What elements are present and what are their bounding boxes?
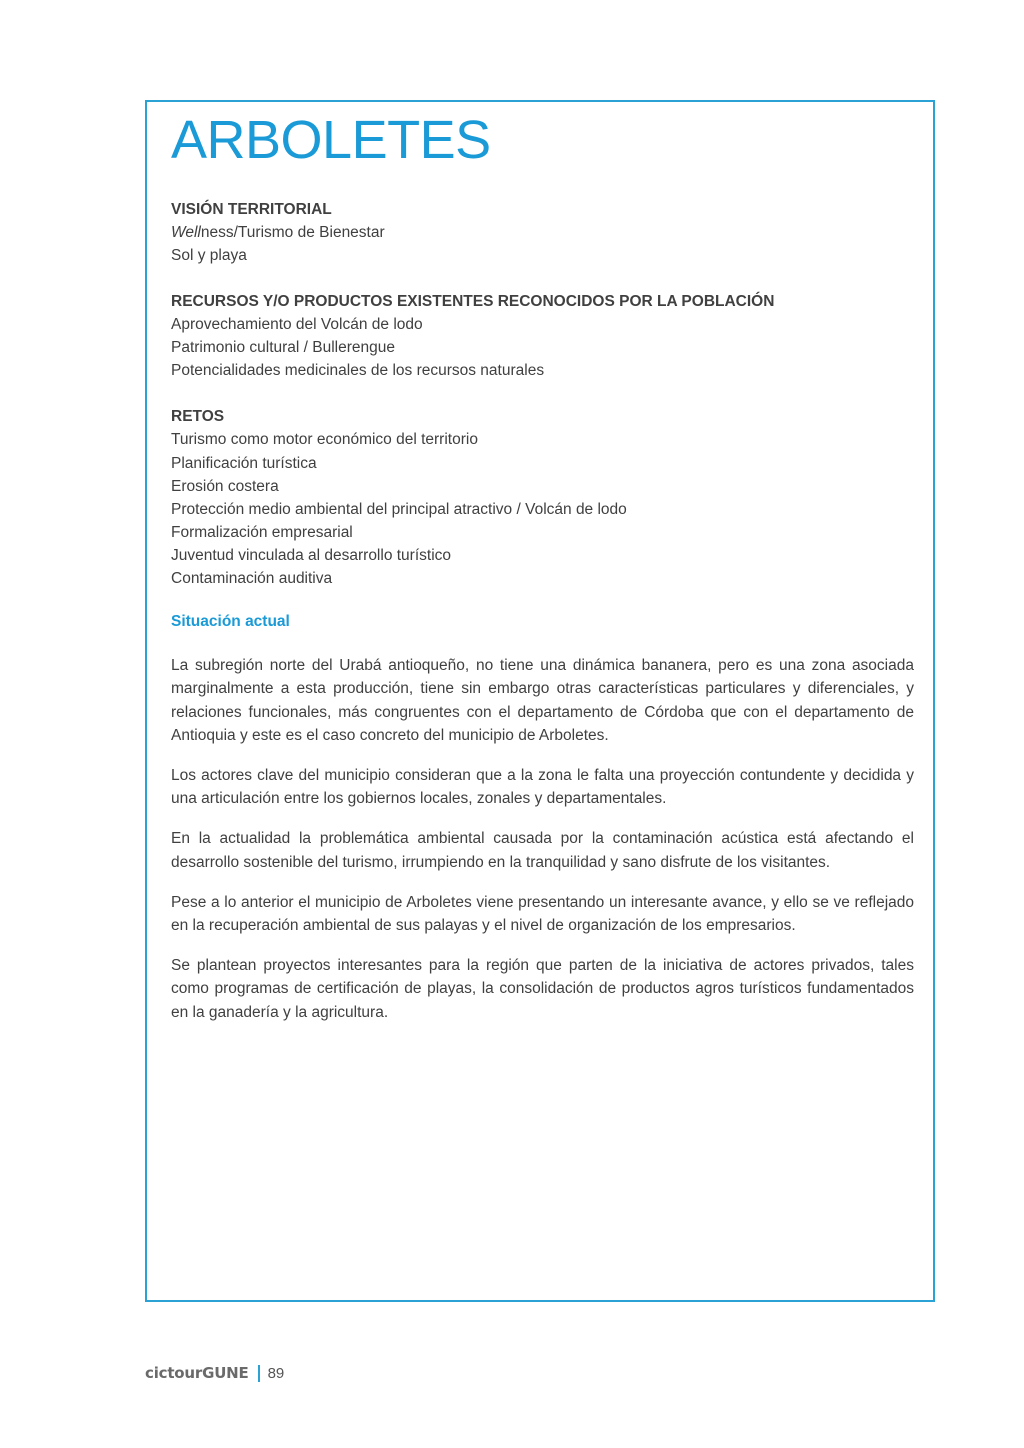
footer-separator: [258, 1365, 260, 1382]
vision-item: Sol y playa: [171, 247, 247, 265]
retos-item: Juventud vinculada al desarrollo turístico: [171, 546, 452, 564]
document-body: [171, 108, 914, 1041]
situacion-paragraph: Pese a lo anterior el municipio de Arboletes viene presentando un interesante avance, y ello se ve reflejado en la recuperación ambiental de sus palayas y el nivel de organización de los empresarios.: [171, 893, 914, 934]
retos-item: Formalización empresarial: [171, 523, 353, 541]
recursos-item: Aprovechamiento del Volcán de lodo: [171, 316, 423, 334]
vision-item: [171, 221, 914, 244]
page-number: 89: [267, 1364, 285, 1382]
recursos-item: Patrimonio cultural / Bullerengue: [171, 339, 396, 357]
retos-item: Planificación turística: [171, 454, 317, 472]
recursos-section: [171, 290, 914, 382]
situacion-paragraph: En la actualidad la problemática ambiental causada por la contaminación acústica está afectando el desarrollo sostenible del turismo, irrumpiendo en la tranquilidad y sano disfrute de los visitantes.: [171, 830, 914, 871]
vision-heading: VISIÓN TERRITORIAL: [171, 201, 332, 218]
retos-heading: RETOS: [171, 408, 225, 426]
situacion-paragraph: La subregión norte del Urabá antioqueño, no tiene una dinámica bananera, pero es una zona asociada marginalmente a esta producción, tiene sin embargo otras características particulares y diferenciales, y relaciones funcionales, más congruentes con el departamento de Córdoba que con el departamento de Antioquia y este es el caso concreto del municipio de Arboletes.: [171, 657, 914, 744]
vision-section: [171, 198, 914, 267]
page-title: ARBOLETES: [171, 110, 491, 170]
retos-item: Erosión costera: [171, 477, 279, 495]
vision-item-rest: ness/Turismo de Bienestar: [200, 224, 385, 241]
situacion-heading: Situación actual: [171, 613, 290, 631]
cictourgune-logo: cictourGUNE: [145, 1364, 249, 1382]
vision-item-italic: Well: [171, 224, 201, 241]
retos-item: Turismo como motor económico del territorio: [171, 431, 478, 449]
recursos-heading: RECURSOS Y/O PRODUCTOS EXISTENTES RECONOCIDOS POR LA POBLACIÓN: [171, 293, 775, 311]
situacion-paragraph: Se plantean proyectos interesantes para la región que parten de la iniciativa de actores privados, tales como programas de certificación de playas, la consolidación de productos agros turísticos fundamentados en la ganadería y la agricultura.: [171, 957, 914, 1021]
recursos-item: Potencialidades medicinales de los recursos naturales: [171, 362, 545, 380]
situacion-paragraph: Los actores clave del municipio consideran que a la zona le falta una proyección contundente y decidida y una articulación entre los gobiernos locales, zonales y departamentales.: [171, 766, 914, 808]
retos-item: Contaminación auditiva: [171, 570, 333, 588]
retos-section: [171, 405, 914, 590]
page-footer: [145, 1361, 284, 1385]
retos-item: Protección medio ambiental del principal atractivo / Volcán de lodo: [171, 500, 627, 518]
